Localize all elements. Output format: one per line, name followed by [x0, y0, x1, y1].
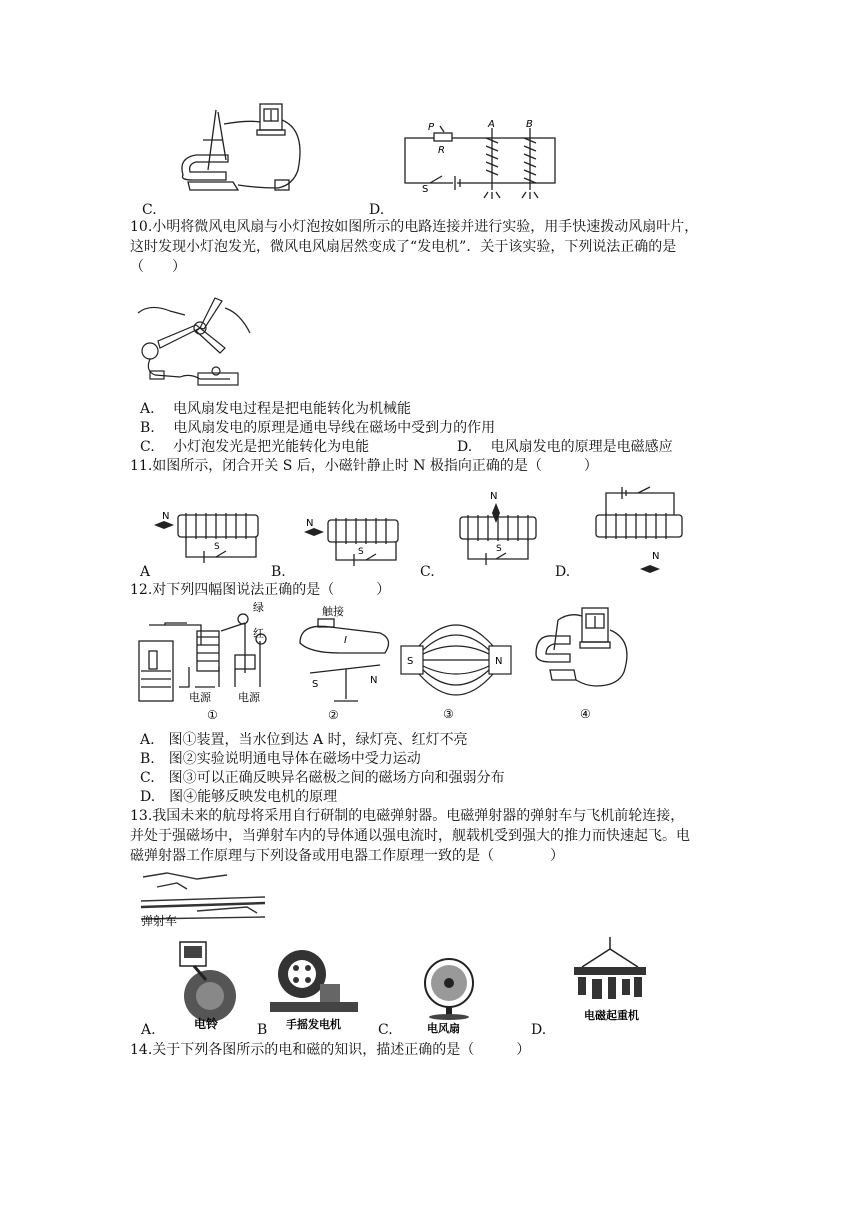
q12-label-power2: 电源	[238, 691, 260, 704]
q9d-label-r: R	[438, 145, 445, 156]
q12-label-power1: 电源	[189, 691, 211, 704]
q13-stem-line3: 磁弹射器工作原理与下列设备或用电器工作原理一致的是（ ）	[130, 848, 564, 864]
q11c-s: S	[496, 544, 502, 554]
q10-fan-figure	[130, 293, 255, 395]
q9-option-c: C.	[142, 202, 157, 218]
q9d-label-p: P	[428, 122, 435, 133]
q12-label-contact: 触接	[322, 605, 344, 618]
q11b-n: N	[306, 518, 314, 529]
q12-label-red: 红	[253, 627, 264, 640]
q11-stem: 11.如图所示，闭合开关 S 后，小磁针静止时 N 极指向正确的是（ ）	[130, 458, 598, 474]
q11-label-a: A	[140, 564, 151, 580]
q11a-n: N	[162, 511, 170, 522]
compass-needle-icon	[154, 521, 174, 529]
q12-label-4: ④	[580, 707, 591, 721]
q10-stem-line3: （ ）	[130, 259, 186, 275]
q13-catapult-caption: 弹射车	[141, 914, 178, 928]
q12-label-n: N	[370, 675, 378, 686]
q10-option-a: A. 电风扇发电过程是把电能转化为机械能	[140, 401, 412, 417]
compass-needle-icon	[492, 503, 500, 523]
q14-stem: 14.关于下列各图所示的电和磁的知识，描述正确的是（ ）	[130, 1042, 531, 1058]
q13-option-d: D.	[531, 1022, 547, 1038]
q9-option-d: D.	[369, 202, 385, 218]
q9d-label-s: S	[422, 184, 429, 195]
q13-device-generator	[264, 944, 364, 1034]
q13-device-fan	[409, 955, 489, 1035]
q13-option-b: B	[257, 1022, 268, 1038]
q10-stem-line2: 这时发现小灯泡发光，微风电风扇居然变成了“发电机”．关于该实验，下列说法正确的是	[130, 239, 677, 255]
q10-option-b: B. 电风扇发电的原理是通电导线在磁场中受到力的作用	[140, 420, 496, 436]
q13-name-bell: 电铃	[194, 1017, 219, 1031]
q12-label-green: 绿	[253, 601, 264, 614]
q13-name-fan: 电风扇	[427, 1022, 460, 1035]
q9d-label-b: B	[526, 119, 533, 130]
q12-option-d: D. 图④能够反映发电机的原理	[140, 789, 338, 805]
q11-figure-c	[456, 487, 546, 569]
q10-option-d: D. 电风扇发电的原理是电磁感应	[457, 439, 673, 455]
compass-needle-icon	[304, 528, 324, 536]
q11-figure-a	[150, 507, 260, 569]
q12-3-label-n: N	[495, 656, 503, 667]
q11b-s: S	[358, 547, 364, 557]
q13-option-c: C.	[378, 1022, 393, 1038]
q13-option-a: A.	[141, 1022, 156, 1038]
q11d-n: N	[652, 551, 660, 562]
q12-label-2: ②	[328, 708, 339, 722]
q12-figure-1	[135, 601, 280, 723]
q12-figure-3	[397, 610, 517, 723]
q12-option-b: B. 图②实验说明通电导体在磁场中受力运动	[140, 751, 421, 767]
q10-stem-line1: 10.小明将微风电风扇与小灯泡按如图所示的电路连接并进行实验，用手快速拨动风扇叶片，	[130, 219, 699, 235]
q11-figure-d	[592, 485, 688, 581]
q11-figure-b	[300, 510, 410, 572]
q12-label-s: S	[312, 679, 319, 690]
q12-option-a: A. 图①装置，当水位到达 A 时，绿灯亮、红灯不亮	[140, 732, 468, 748]
q12-figure-4	[530, 600, 640, 722]
q11a-s: S	[214, 542, 220, 552]
q13-device-crane	[562, 935, 658, 1031]
q13-stem-line2: 并处于强磁场中，当弹射车内的导体通以强电流时，舰载机受到强大的推力而快速起飞。电	[130, 828, 690, 844]
q9-figure-c	[178, 100, 313, 200]
q12-label-3: ③	[443, 707, 454, 721]
q11-label-c: C.	[420, 564, 435, 580]
q9-figure-d	[400, 118, 560, 202]
q13-device-bell	[170, 938, 248, 1032]
q12-stem: 12.对下列四幅图说法正确的是（ ）	[130, 582, 391, 598]
q13-stem-line1: 13.我国未来的航母将采用自行研制的电磁弹射器。电磁弹射器的弹射车与飞机前轮连接，	[130, 808, 685, 824]
q12-figure-2	[290, 603, 400, 723]
q13-name-crane: 电磁起重机	[584, 1009, 639, 1022]
q11c-n: N	[490, 491, 498, 502]
q12-label-1: ①	[207, 708, 218, 722]
q13-name-generator: 手摇发电机	[286, 1018, 341, 1031]
q11-label-b: B.	[271, 564, 286, 580]
q11-label-d: D.	[555, 564, 571, 580]
q12-label-i: I	[344, 635, 347, 646]
q9d-label-a: A	[488, 119, 495, 130]
compass-needle-icon	[640, 565, 660, 573]
q13-catapult-photo	[137, 867, 269, 933]
q10-option-c: C. 小灯泡发光是把光能转化为电能	[140, 439, 370, 455]
q12-option-c: C. 图③可以正确反映异名磁极之间的磁场方向和强弱分布	[140, 770, 505, 786]
q12-3-label-s: S	[407, 656, 414, 667]
